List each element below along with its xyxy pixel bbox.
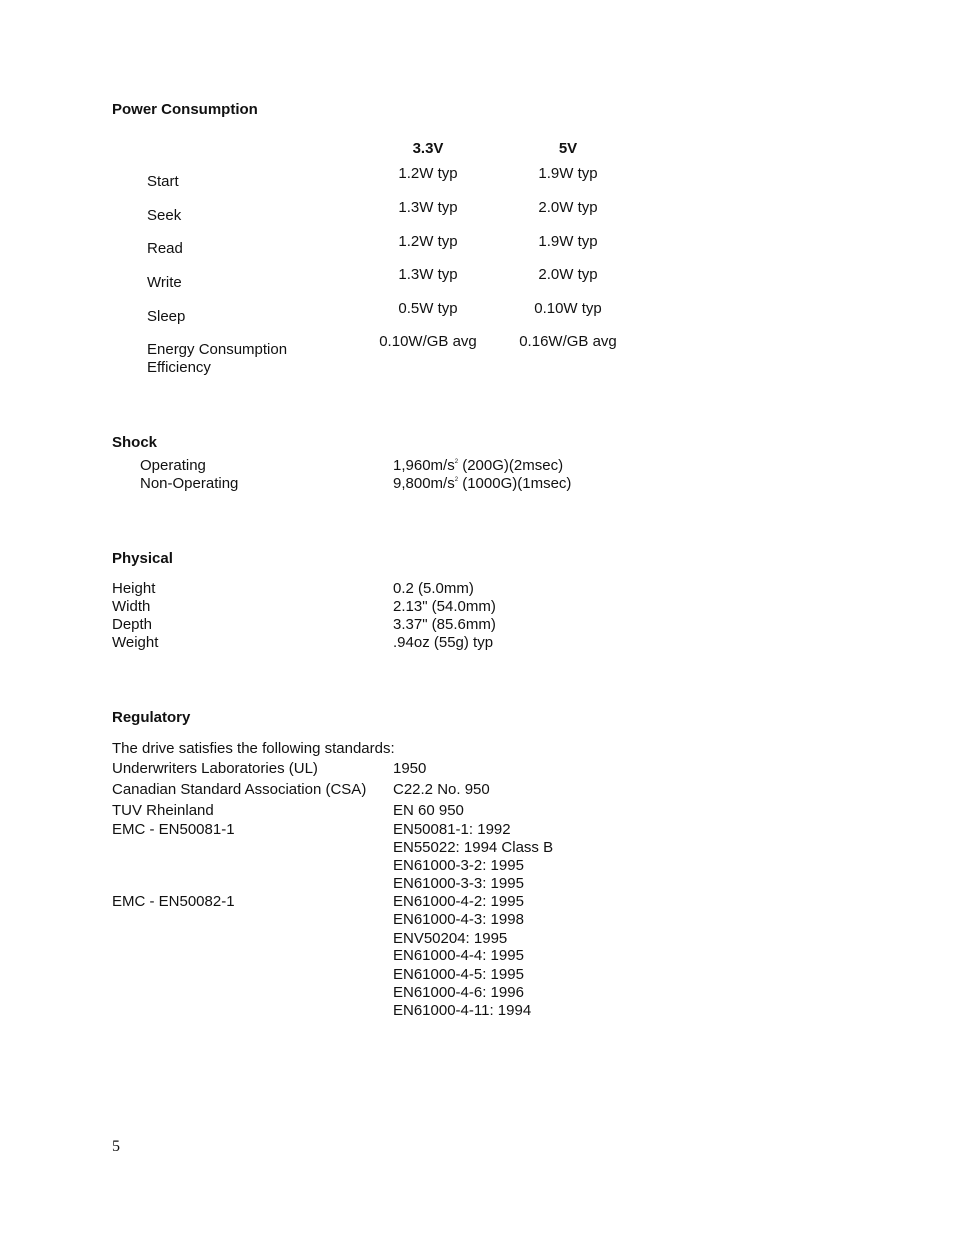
shock-value: $9,800m/s^2$ (1000G)(1msec): [393, 475, 572, 492]
physical-label: Weight: [112, 634, 159, 651]
physical-value: 0.2 (5.0mm): [393, 580, 474, 597]
power-row-label: Seek: [147, 207, 182, 224]
physical-label: Depth: [112, 616, 153, 633]
shock-label: Operating: [140, 457, 206, 474]
physical-value: 3.37" (85.6mm): [393, 616, 496, 633]
energy-label-line1: Energy Consumption: [147, 341, 288, 358]
regulatory-label: Underwriters Laboratories (UL): [112, 760, 318, 777]
power-row-value-3v3: 1.2W typ: [398, 165, 458, 182]
power-row-value-5v: 2.0W typ: [538, 199, 598, 216]
power-row-label: Start: [147, 173, 179, 190]
emc-standard-value: EN61000-3-2: 1995: [393, 857, 524, 874]
emc-standard-value: EN61000-3-3: 1995: [393, 875, 524, 892]
regulatory-label: TUV Rheinland: [112, 802, 214, 819]
energy-value-5v: 0.16W/GB avg: [519, 333, 617, 350]
regulatory-label: Canadian Standard Association (CSA): [112, 781, 367, 798]
emc-en50082-label: EMC - EN50082-1: [112, 893, 235, 910]
physical-label: Width: [112, 598, 151, 615]
power-row-value-3v3: 1.3W typ: [398, 199, 458, 216]
regulatory-intro: The drive satisfies the following standards:: [112, 740, 395, 757]
emc-standard-value: EN61000-4-2: 1995: [393, 893, 524, 910]
power-row-value-3v3: 1.3W typ: [398, 266, 458, 283]
power-row-label: Sleep: [147, 308, 186, 325]
emc-standard-value: EN50081-1: 1992: [393, 821, 511, 838]
power-row-value-5v: 1.9W typ: [538, 165, 598, 182]
energy-label-line2: Efficiency: [147, 359, 211, 376]
power-row-label: Write: [147, 274, 182, 291]
power-row-label: Read: [147, 240, 183, 257]
regulatory-value: EN 60 950: [393, 802, 464, 819]
col-header-5v: 5V: [558, 140, 578, 157]
physical-value: .94oz (55g) typ: [393, 634, 494, 651]
physical-value: 2.13" (54.0mm): [393, 598, 496, 615]
power-row-value-5v: 2.0W typ: [538, 266, 598, 283]
shock-value: $1,960m/s^2$ (200G)(2msec): [393, 457, 564, 474]
emc-standard-value: EN61000-4-11: 1994: [393, 1002, 532, 1019]
physical-label: Height: [112, 580, 156, 597]
col-header-3v3: 3.3V: [412, 140, 444, 157]
shock-heading: Shock: [112, 434, 158, 451]
emc-standard-value: ENV50204: 1995: [393, 930, 508, 947]
page-number: 5: [112, 1138, 120, 1155]
emc-standard-value: EN55022: 1994 Class B: [393, 839, 554, 856]
regulatory-value: 1950: [393, 760, 427, 777]
regulatory-heading: Regulatory: [112, 709, 191, 726]
emc-standard-value: EN61000-4-6: 1996: [393, 984, 524, 1001]
regulatory-value: C22.2 No. 950: [393, 781, 490, 798]
energy-value-3v3: 0.10W/GB avg: [379, 333, 477, 350]
power-row-value-5v: 0.10W typ: [534, 300, 602, 317]
shock-label: Non-Operating: [140, 475, 239, 492]
power-heading: Power Consumption: [112, 101, 258, 118]
emc-standard-value: EN61000-4-5: 1995: [393, 966, 524, 983]
power-row-value-5v: 1.9W typ: [538, 233, 598, 250]
physical-heading: Physical: [112, 550, 173, 567]
power-row-value-3v3: 1.2W typ: [398, 233, 458, 250]
emc-en50081-label: EMC - EN50081-1: [112, 821, 235, 838]
emc-standard-value: EN61000-4-4: 1995: [393, 947, 524, 964]
power-row-value-3v3: 0.5W typ: [398, 300, 458, 317]
emc-standard-value: EN61000-4-3: 1998: [393, 911, 524, 928]
